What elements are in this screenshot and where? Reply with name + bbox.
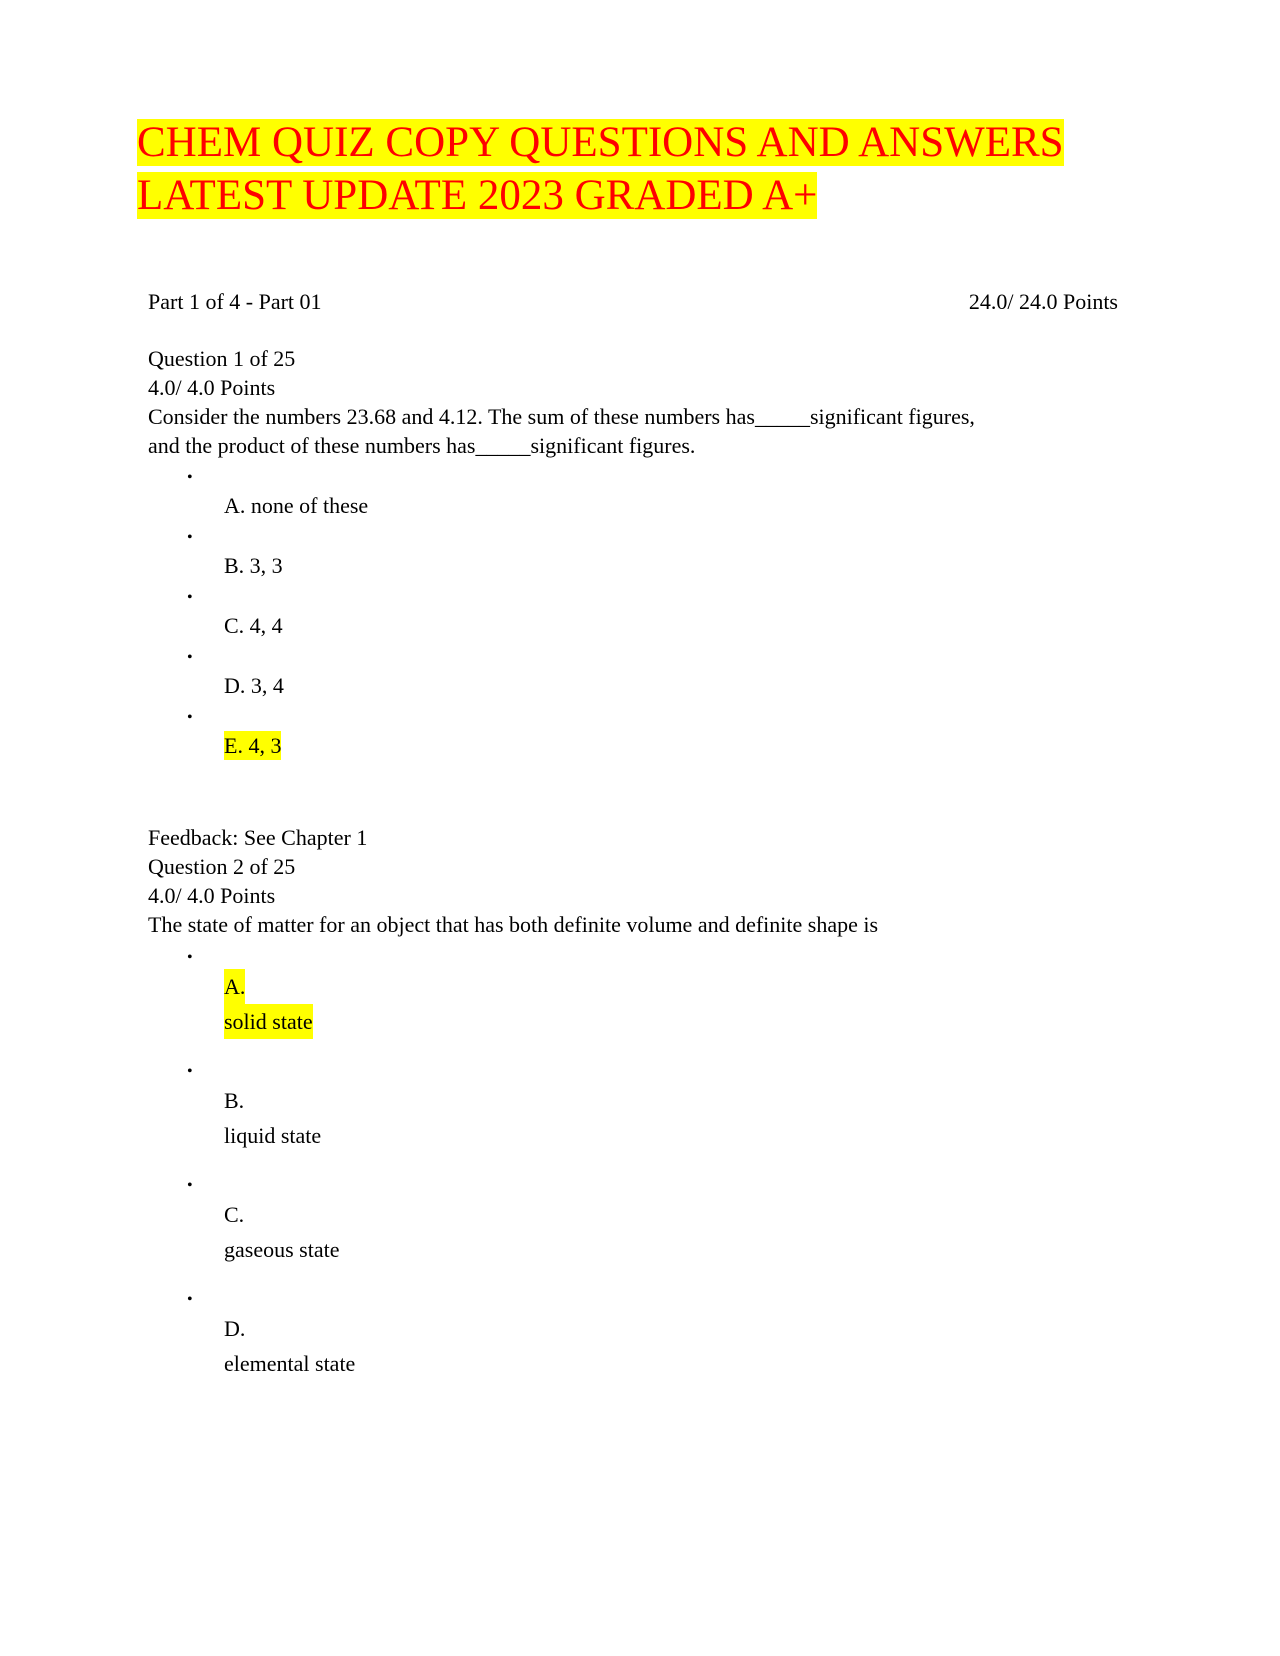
question-2-number: Question 2 of 25 (148, 854, 296, 879)
bullet-icon: • (187, 1291, 193, 1308)
title-line-1: CHEM QUIZ COPY QUESTIONS AND ANSWERS (137, 119, 1064, 166)
question-1-option-b: B. 3, 3 (224, 553, 283, 578)
question-1-option-a: A. none of these (224, 493, 369, 518)
question-2-text: The state of matter for an object that has both definite volume and definite shape is (148, 912, 879, 937)
question-1-option-d: D. 3, 4 (224, 673, 284, 698)
question-2-points: 4.0/ 4.0 Points (148, 883, 276, 908)
bullet-icon: • (187, 649, 193, 666)
part-label: Part 1 of 4 - Part 01 (148, 289, 322, 314)
bullet-icon: • (187, 529, 193, 546)
question-2-option-d-letter: D. (224, 1316, 246, 1341)
question-2-option-b-text: liquid state (224, 1123, 322, 1148)
question-2-option-a-letter: A. (224, 969, 245, 1004)
bullet-icon: • (187, 709, 193, 726)
document-title (137, 116, 1147, 222)
bullet-icon: • (187, 589, 193, 606)
question-1-feedback: Feedback: See Chapter 1 (148, 825, 368, 850)
bullet-icon: • (187, 469, 193, 486)
question-2-option-a-text: solid state (224, 1004, 313, 1039)
question-1-option-e-correct: E. 4, 3 (224, 733, 282, 758)
bullet-icon: • (187, 1063, 193, 1080)
bullet-icon: • (187, 1177, 193, 1194)
question-2-option-c-letter: C. (224, 1202, 245, 1227)
question-2-option-d-text: elemental state (224, 1351, 356, 1376)
question-1-points: 4.0/ 4.0 Points (148, 375, 276, 400)
question-1-option-c: C. 4, 4 (224, 613, 283, 638)
question-1-text-line-1: Consider the numbers 23.68 and 4.12. The sum of these numbers has_____significant figures, (148, 404, 975, 429)
title-line-2: LATEST UPDATE 2023 GRADED A+ (137, 172, 818, 219)
part-points: 24.0/ 24.0 Points (968, 289, 1118, 314)
question-2-option-b-letter: B. (224, 1088, 245, 1113)
question-1-number: Question 1 of 25 (148, 346, 296, 371)
question-1-text-line-2: and the product of these numbers has_____significant figures. (148, 433, 696, 458)
bullet-icon: • (187, 949, 193, 966)
question-2-option-c-text: gaseous state (224, 1237, 340, 1262)
